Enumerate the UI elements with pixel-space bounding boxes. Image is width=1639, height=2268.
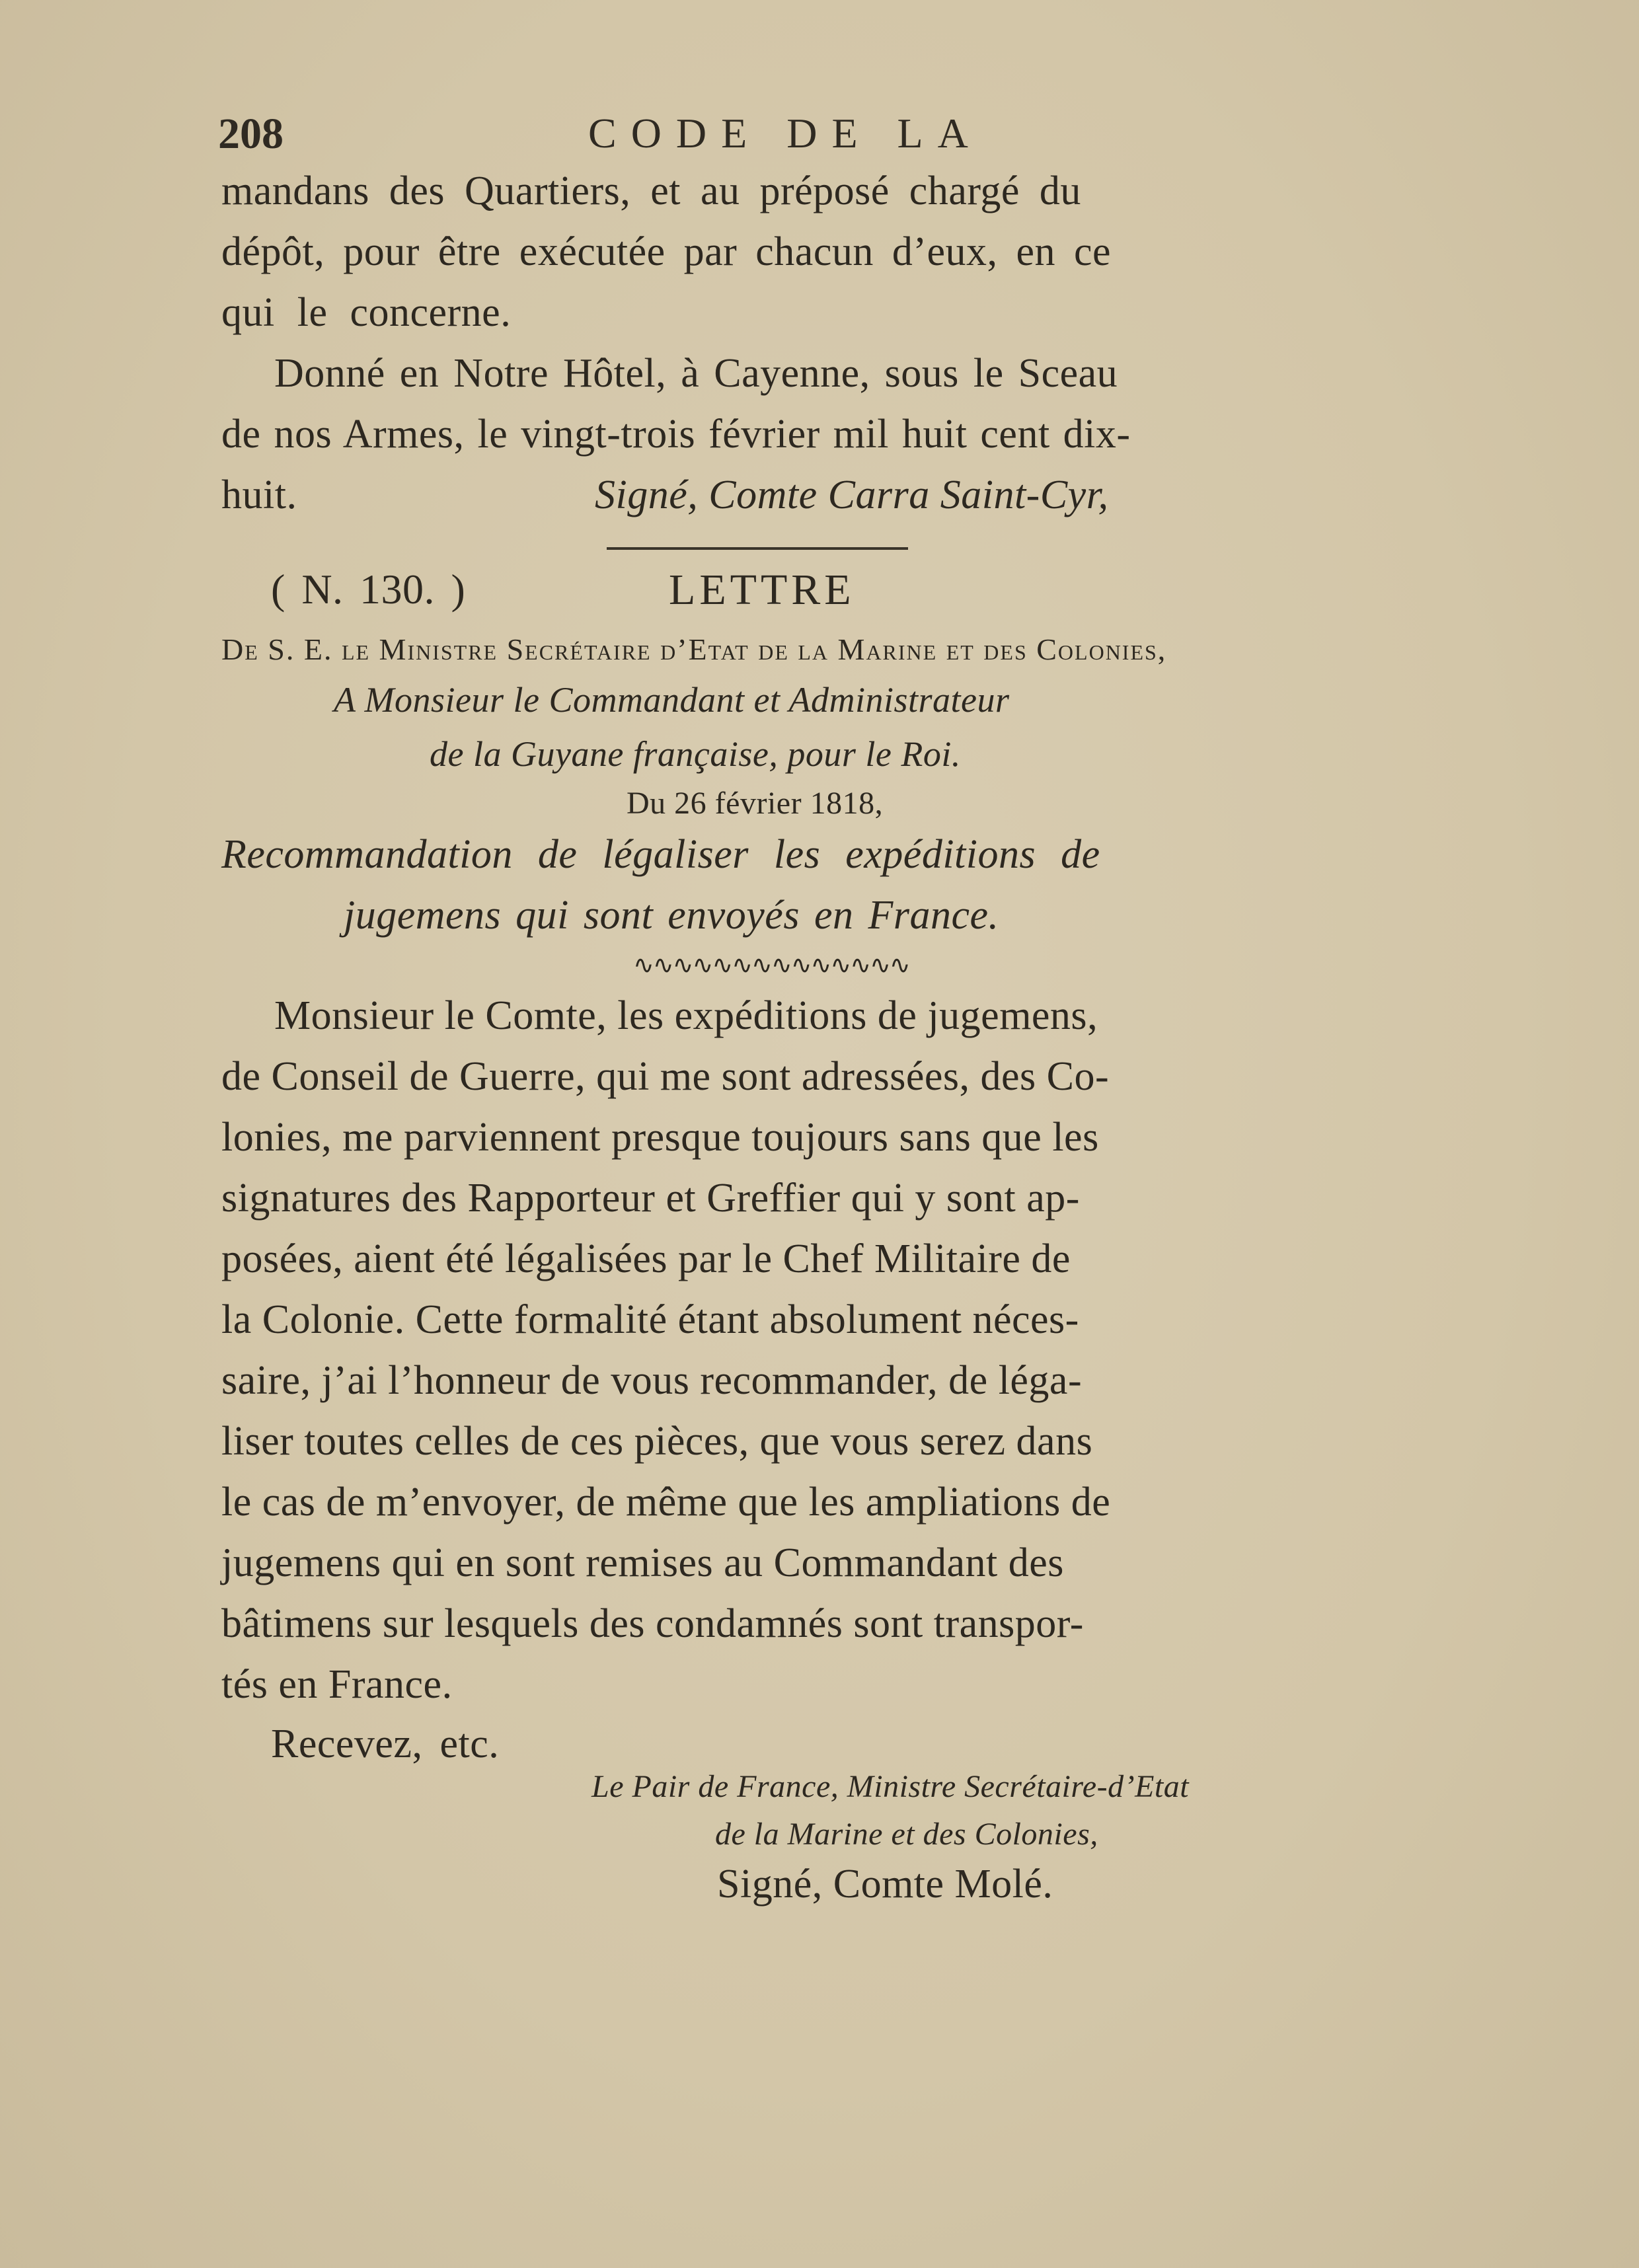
letter-recipient-line1: A Monsieur le Commandant et Administrateur <box>334 680 1010 720</box>
body-line: jugemens qui en sont remises au Commandant des <box>221 1540 1064 1585</box>
letter-recipient-line2: de la Guyane française, pour le Roi. <box>430 734 961 774</box>
signatory-title-line2: de la Marine et des Colonies, <box>715 1817 1098 1852</box>
signatory-title-line1: Le Pair de France, Ministre Secrétaire-d’Etat <box>591 1769 1190 1804</box>
body-line: liser toutes celles de ces pièces, que vous serez dans <box>221 1419 1093 1464</box>
signature-mole: Signé, Comte Molé. <box>717 1862 1053 1907</box>
text-line: mandans des Quartiers, et au préposé chargé du <box>221 169 1081 213</box>
letter-subject-line1: Recommandation de légaliser les expéditions de <box>221 832 1100 877</box>
running-title: CODE DE LA <box>588 110 983 157</box>
letter-sender: De S. E. le Ministre Secrétaire d’Etat de la Marine et des Colonies, <box>221 632 1167 666</box>
body-line: saire, j’ai l’honneur de vous recommander, de léga- <box>221 1358 1083 1403</box>
body-line: tés en France. <box>221 1662 453 1707</box>
letter-subject-line2: jugemens qui sont envoyés en France. <box>344 893 999 938</box>
body-line: signatures des Rapporteur et Greffier qui y sont ap- <box>221 1176 1080 1221</box>
text-line: Donné en Notre Hôtel, à Cayenne, sous le Sceau <box>274 351 1118 396</box>
text-line: de nos Armes, le vingt-trois février mil huit cent dix- <box>221 412 1131 457</box>
letter-closing: Recevez, etc. <box>271 1721 500 1766</box>
letter-date: Du 26 février 1818, <box>627 786 884 821</box>
text-line: dépôt, pour être exécutée par chacun d’eux, en ce <box>221 229 1112 274</box>
body-line: le cas de m’envoyer, de même que les ampliations de <box>221 1480 1111 1525</box>
letter-type-heading: LETTRE <box>669 566 855 614</box>
section-rule <box>607 547 908 550</box>
letter-number: ( N. 130. ) <box>271 566 466 613</box>
text-line: qui le concerne. <box>221 290 512 335</box>
body-line: posées, aient été légalisées par le Chef Militaire de <box>221 1236 1071 1281</box>
text-line: huit. <box>221 472 297 517</box>
body-line: lonies, me parviennent presque toujours sans que les <box>221 1115 1099 1160</box>
body-line: la Colonie. Cette formalité étant absolument néces- <box>221 1297 1079 1342</box>
body-line: Monsieur le Comte, les expéditions de jugemens, <box>274 993 1098 1038</box>
ornamental-wavy-rule: ∿∿∿∿∿∿∿∿∿∿∿∿∿∿ <box>633 950 909 979</box>
page-number: 208 <box>218 110 284 158</box>
body-line: bâtimens sur lesquels des condamnés sont transpor- <box>221 1601 1084 1646</box>
body-line: de Conseil de Guerre, qui me sont adressées, des Co- <box>221 1054 1110 1099</box>
signature-carra-saint-cyr: Signé, Comte Carra Saint-Cyr, <box>595 472 1109 517</box>
